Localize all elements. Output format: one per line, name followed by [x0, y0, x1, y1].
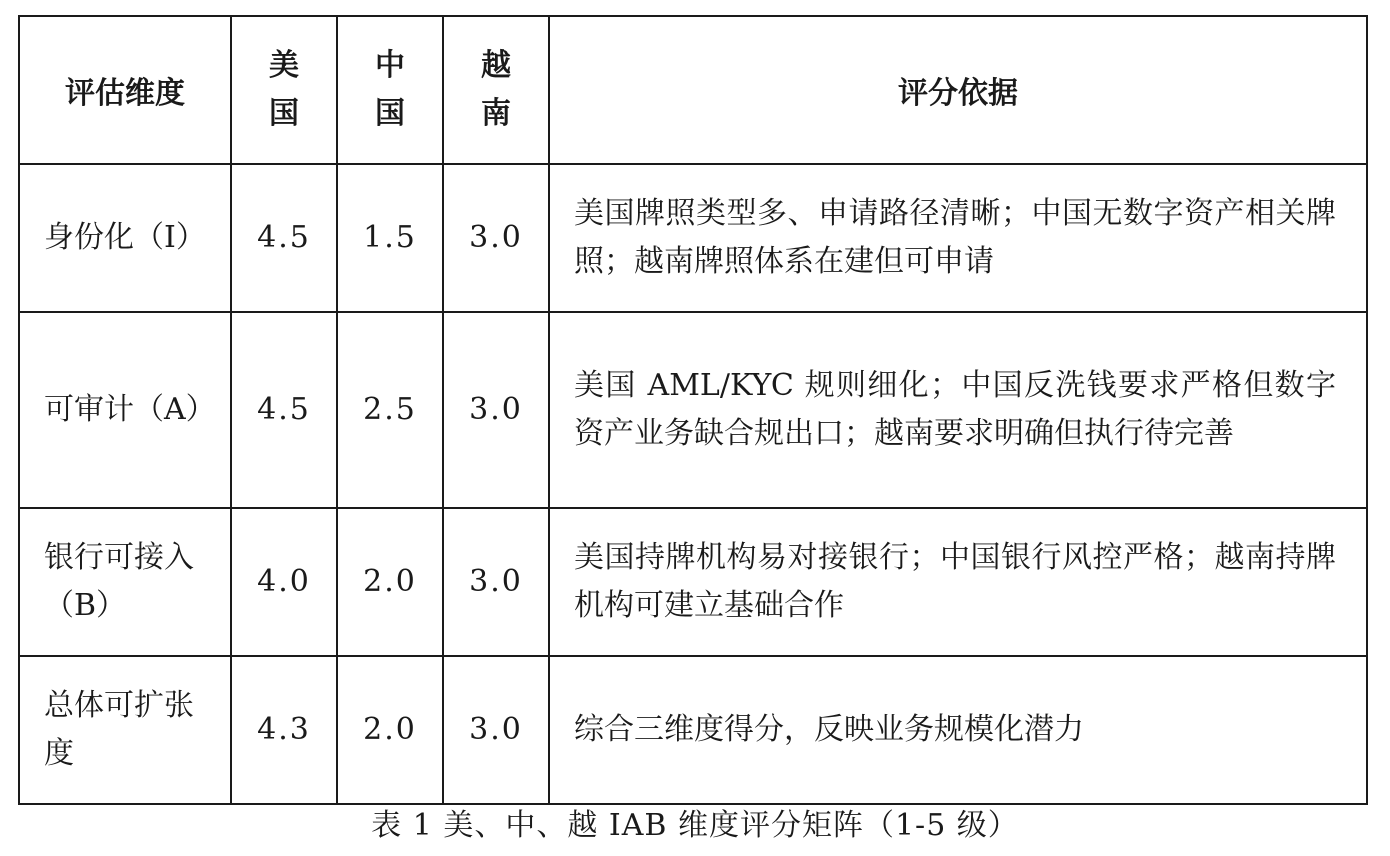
header-vn-char-1: 越 — [481, 48, 511, 83]
header-cn-char-2: 国 — [375, 96, 405, 131]
header-cn-char-1: 中 — [375, 48, 405, 83]
table-caption: 表 1 美、中、越 IAB 维度评分矩阵（1-5 级） — [371, 808, 1019, 843]
header-us-char-2: 国 — [269, 96, 299, 131]
row-basis: 综合三维度得分，反映业务规模化潜力 — [549, 656, 1367, 804]
header-vn — [443, 16, 549, 164]
row-basis: 美国持牌机构易对接银行；中国银行风控严格；越南持牌机构可建立基础合作 — [549, 508, 1367, 656]
header-cn — [337, 16, 443, 164]
table-row — [19, 164, 1367, 312]
score-vn: 3.0 — [443, 508, 549, 656]
table-row — [19, 508, 1367, 656]
header-vn-char-2: 南 — [481, 96, 511, 131]
score-cn: 2.0 — [337, 508, 443, 656]
score-cn: 2.5 — [337, 312, 443, 508]
table-row — [19, 656, 1367, 804]
row-basis: 美国 AML/KYC 规则细化；中国反洗钱要求严格但数字资产业务缺合规出口；越南要求明确但执行待完善 — [549, 312, 1367, 508]
score-matrix-table — [18, 15, 1368, 805]
table-header-row — [19, 16, 1367, 164]
header-us-char-1: 美 — [269, 48, 299, 83]
header-us — [231, 16, 337, 164]
row-dimension: 总体可扩张度 — [19, 656, 231, 804]
score-vn: 3.0 — [443, 312, 549, 508]
header-basis: 评分依据 — [549, 16, 1367, 164]
table-row — [19, 312, 1367, 508]
score-cn: 2.0 — [337, 656, 443, 804]
score-us: 4.5 — [231, 164, 337, 312]
row-dimension: 可审计（A） — [19, 312, 231, 508]
score-cn: 1.5 — [337, 164, 443, 312]
row-dimension: 银行可接入（B） — [19, 508, 231, 656]
score-vn: 3.0 — [443, 656, 549, 804]
score-us: 4.3 — [231, 656, 337, 804]
score-vn: 3.0 — [443, 164, 549, 312]
header-dimension: 评估维度 — [19, 16, 231, 164]
row-dimension: 身份化（I） — [19, 164, 231, 312]
score-us: 4.0 — [231, 508, 337, 656]
score-us: 4.5 — [231, 312, 337, 508]
row-basis: 美国牌照类型多、申请路径清晰；中国无数字资产相关牌照；越南牌照体系在建但可申请 — [549, 164, 1367, 312]
